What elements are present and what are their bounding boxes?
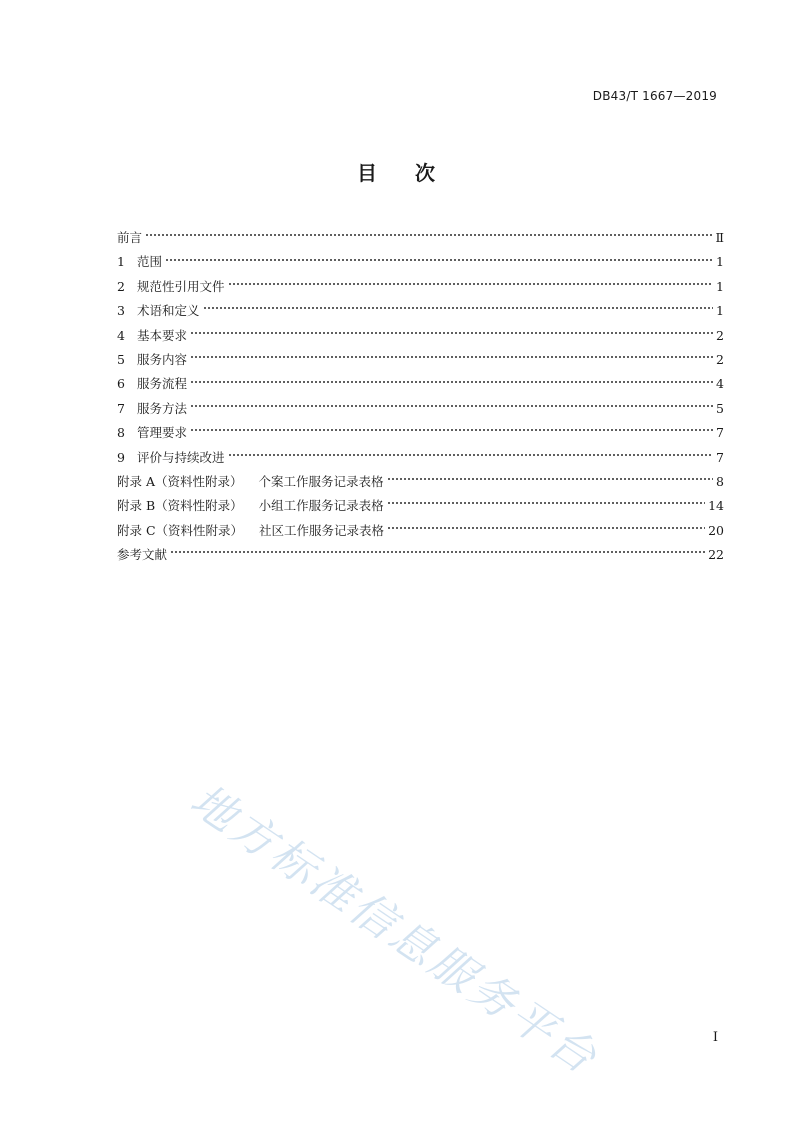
toc-entry-normative-references[interactable] <box>117 275 724 299</box>
toc-entry-page: 14 <box>708 498 724 514</box>
toc-entry-page: 7 <box>716 425 724 441</box>
toc-title: 目次 <box>357 161 473 185</box>
toc-entry-page: 2 <box>716 327 724 343</box>
leader-dots <box>190 331 713 335</box>
toc-entry-service-process[interactable] <box>117 372 724 396</box>
leader-dots <box>228 282 713 286</box>
toc-entry-label: 基本要求 <box>137 327 188 343</box>
table-of-contents <box>117 226 724 567</box>
toc-entry-number: 7 <box>117 400 125 416</box>
toc-entry-page: 8 <box>716 473 724 489</box>
toc-entry-number: 9 <box>117 449 125 465</box>
leader-dots <box>170 550 705 554</box>
leader-dots <box>165 258 713 262</box>
leader-dots <box>190 428 713 432</box>
toc-entry-label: 评价与持续改进 <box>137 449 225 465</box>
toc-entry-service-content[interactable] <box>117 348 724 372</box>
toc-entry-terms[interactable] <box>117 299 724 323</box>
toc-entry-page: 1 <box>716 303 724 319</box>
toc-entry-label: 服务方法 <box>137 400 188 416</box>
toc-entry-appendix-c[interactable] <box>117 519 724 543</box>
toc-entry-number: 4 <box>117 327 125 343</box>
toc-entry-label: 范围 <box>137 254 163 270</box>
leader-dots <box>387 526 705 530</box>
leader-dots <box>228 453 713 457</box>
toc-appendix-tag: 附录 A（资料性附录） <box>117 473 243 489</box>
toc-entry-page: 4 <box>716 376 724 392</box>
leader-dots <box>190 380 713 384</box>
toc-entry-page: 1 <box>716 278 724 294</box>
document-code: DB43/T 1667—2019 <box>592 89 717 103</box>
toc-entry-number: 5 <box>117 351 125 367</box>
leader-dots <box>190 355 713 359</box>
leader-dots <box>387 501 705 505</box>
leader-dots <box>203 306 713 310</box>
page-number: I <box>712 1030 718 1045</box>
toc-entry-bibliography[interactable] <box>117 543 724 567</box>
toc-entry-page: 22 <box>708 547 724 563</box>
toc-entry-number: 8 <box>117 425 125 441</box>
toc-entry-evaluation[interactable] <box>117 446 724 470</box>
toc-entry-label: 管理要求 <box>137 425 188 441</box>
toc-entry-page: Ⅱ <box>715 230 724 245</box>
toc-entry-number: 6 <box>117 376 125 392</box>
toc-appendix-tag: 附录 B（资料性附录） <box>117 498 243 514</box>
toc-entry-label: 小组工作服务记录表格 <box>258 498 384 514</box>
toc-entry-page: 7 <box>716 449 724 465</box>
toc-appendix-tag: 附录 C（资料性附录） <box>117 522 244 538</box>
toc-entry-service-methods[interactable] <box>117 397 724 421</box>
toc-entry-label: 服务流程 <box>137 376 188 392</box>
toc-entry-number: 1 <box>117 254 125 270</box>
toc-entry-number: 3 <box>117 303 125 319</box>
toc-entry-appendix-b[interactable] <box>117 494 724 518</box>
toc-entry-label: 个案工作服务记录表格 <box>258 473 384 489</box>
toc-entry-management-requirements[interactable] <box>117 421 724 445</box>
toc-entry-appendix-a[interactable] <box>117 470 724 494</box>
toc-entry-page: 20 <box>708 522 724 538</box>
toc-entry-label: 前言 <box>117 230 143 245</box>
toc-entry-label: 服务内容 <box>137 351 188 367</box>
toc-entry-label: 术语和定义 <box>137 303 200 319</box>
leader-dots <box>145 233 712 237</box>
toc-entry-number: 2 <box>117 278 125 294</box>
toc-entry-basic-requirements[interactable] <box>117 324 724 348</box>
toc-entry-page: 5 <box>716 400 724 416</box>
toc-entry-label: 社区工作服务记录表格 <box>259 522 385 538</box>
toc-entry-foreword[interactable] <box>117 226 724 250</box>
toc-entry-scope[interactable] <box>117 250 724 274</box>
toc-entry-page: 1 <box>716 254 724 270</box>
leader-dots <box>387 477 713 481</box>
watermark: 地方标准信息服务平台 <box>181 774 608 1086</box>
toc-entry-label: 规范性引用文件 <box>137 278 225 294</box>
toc-entry-label: 参考文献 <box>117 547 168 563</box>
toc-entry-page: 2 <box>716 351 724 367</box>
leader-dots <box>190 404 713 408</box>
